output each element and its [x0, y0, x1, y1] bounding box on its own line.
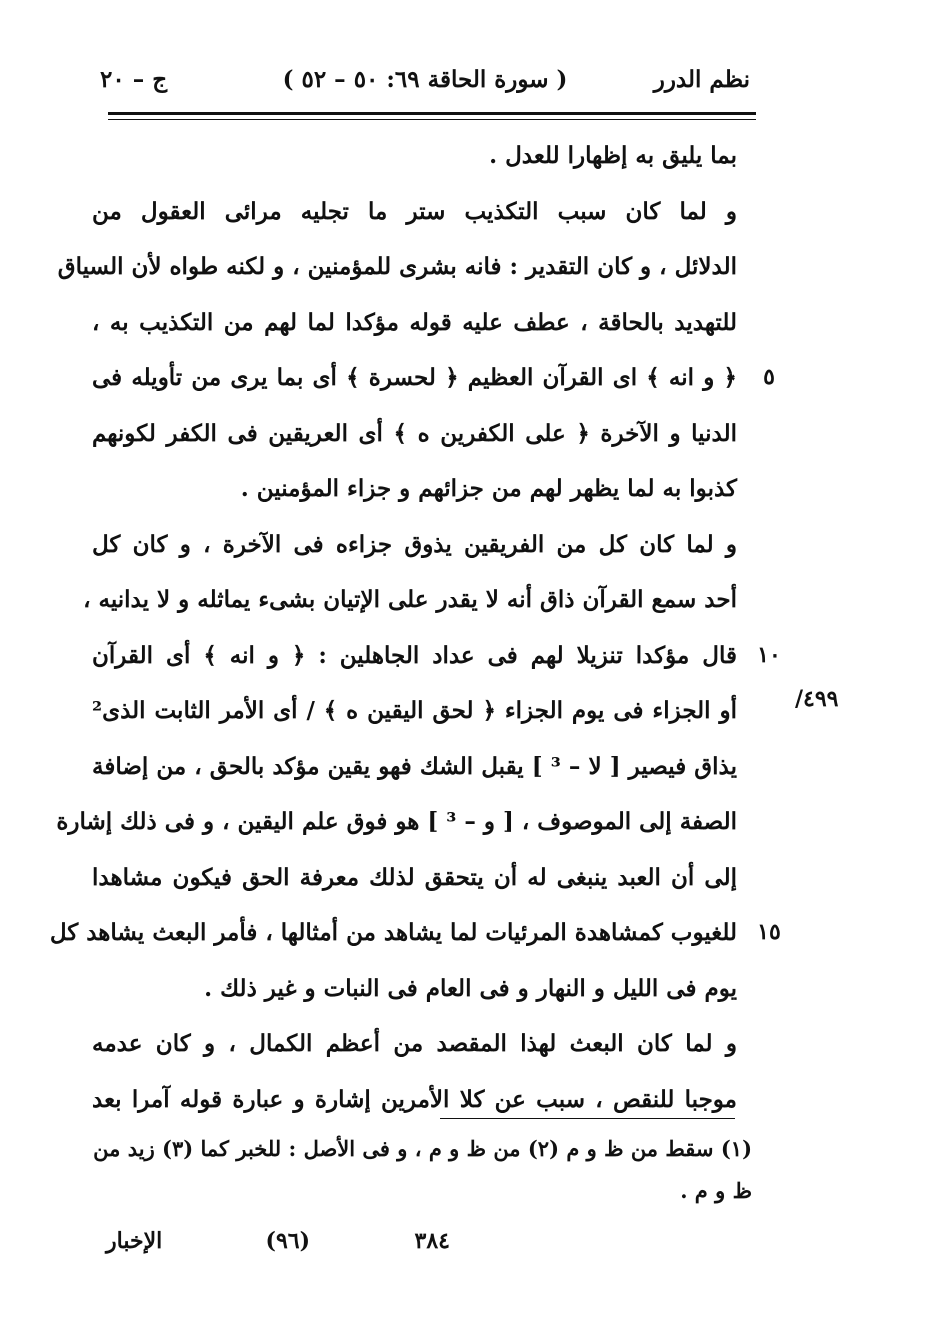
footnote-line: ظ و م . — [680, 1178, 752, 1203]
text-line: و لما كان سبب التكذيب ستر ما تجليه مرائى العقول من — [92, 197, 737, 225]
text-line: أو الجزاء فى يوم الجزاء ﴿ لحق اليقين ه ﴾ / أى الأمر الثابت الذى² — [92, 697, 737, 724]
text-line: و لما كان كل من الفريقين يذوق جزاءه فى الآخرة ، و كان كل — [92, 530, 737, 558]
book-title: نظم الدرر — [653, 66, 750, 93]
text-line: بما يليق به إظهارا للعدل . — [489, 142, 737, 169]
text-line: الصفة إلى الموصوف ، [ و – ³ ] هو فوق علم اليقين ، و فى ذلك إشارة — [56, 808, 737, 835]
text-line: و لما كان البعث لهذا المقصد من أعظم الكمال ، و كان عدمه — [92, 1030, 737, 1057]
text-line: إلى أن العبد ينبغى له أن يتحقق لذلك معرفة الحق فيكون مشاهدا — [92, 863, 737, 891]
line-number: ٥ — [763, 364, 775, 390]
text-line: كذبوا به لما يظهر لهم من جزائهم و جزاء المؤمنين . — [240, 475, 737, 502]
volume-number: ج – ٢٠ — [100, 66, 168, 93]
text-line: يوم فى الليل و النهار و فى العام فى النبات و غير ذلك . — [204, 974, 737, 1002]
text-line: موجبا للنقص ، سبب عن كلا الأمرين إشارة و عبارة قوله آمرا بعد — [92, 1085, 737, 1113]
text-line: يذاق فيصير [ لا – ³ ] يقبل الشك فهو يقين مؤكد بالحق ، من إضافة — [92, 752, 737, 780]
text-line: ١٠ قال مؤكدا تنزيلا لهم فى عداد الجاهلين : ﴿ و انه ﴾ أى القرآن — [92, 628, 737, 684]
manuscript-folio-marker: ٤٩٩/ — [795, 686, 839, 712]
text-line: ٥ ﴿ و انه ﴾ اى القرآن العظيم ﴿ لحسرة ﴾ أى بما يرى من تأويله فى — [92, 350, 737, 406]
page-footer — [100, 1228, 450, 1264]
footnotes — [93, 1128, 752, 1212]
part-number: (٩٦) — [265, 1228, 310, 1254]
footnote-rule — [440, 1118, 735, 1119]
line-number: ١٥ — [757, 919, 781, 945]
catchword: الإخبار — [106, 1228, 163, 1254]
text-line: أحد سمع القرآن ذاق أنه لا يقدر على الإتيان بشىء يماثله و لا يدانيه ، — [83, 586, 737, 613]
surah-reference: ( سورة الحاقة ٦٩: ٥٠ – ٥٢ ) — [282, 66, 568, 93]
text-line: ١٥ للغيوب كمشاهدة المرئيات لما يشاهد من أمثالها ، فأمر البعث يشاهد كل — [92, 905, 737, 961]
running-header — [100, 62, 750, 102]
text-line: الدلائل ، و كان التقدير : فانه بشرى للمؤمنين ، و لكنه طواه لأن السياق — [57, 253, 737, 280]
header-rule-thick — [108, 112, 756, 115]
line-number: ١٠ — [757, 641, 781, 668]
main-text — [49, 128, 781, 1127]
text-line: الدنيا و الآخرة ﴿ على الكفرين ه ﴾ أى العريقين فى الكفر لكونهم — [92, 419, 737, 447]
header-rule-thin — [108, 119, 756, 120]
text-line: للتهديد بالحاقة ، عطف عليه قوله مؤكدا لما لهم من التكذيب به ، — [92, 308, 737, 336]
page-number: ٣٨٤ — [414, 1228, 450, 1254]
footnote-line: (١) سقط من ظ و م (٢) من ظ و م ، و فى الأصل : للخبر كما (٣) زيد من — [93, 1136, 752, 1161]
